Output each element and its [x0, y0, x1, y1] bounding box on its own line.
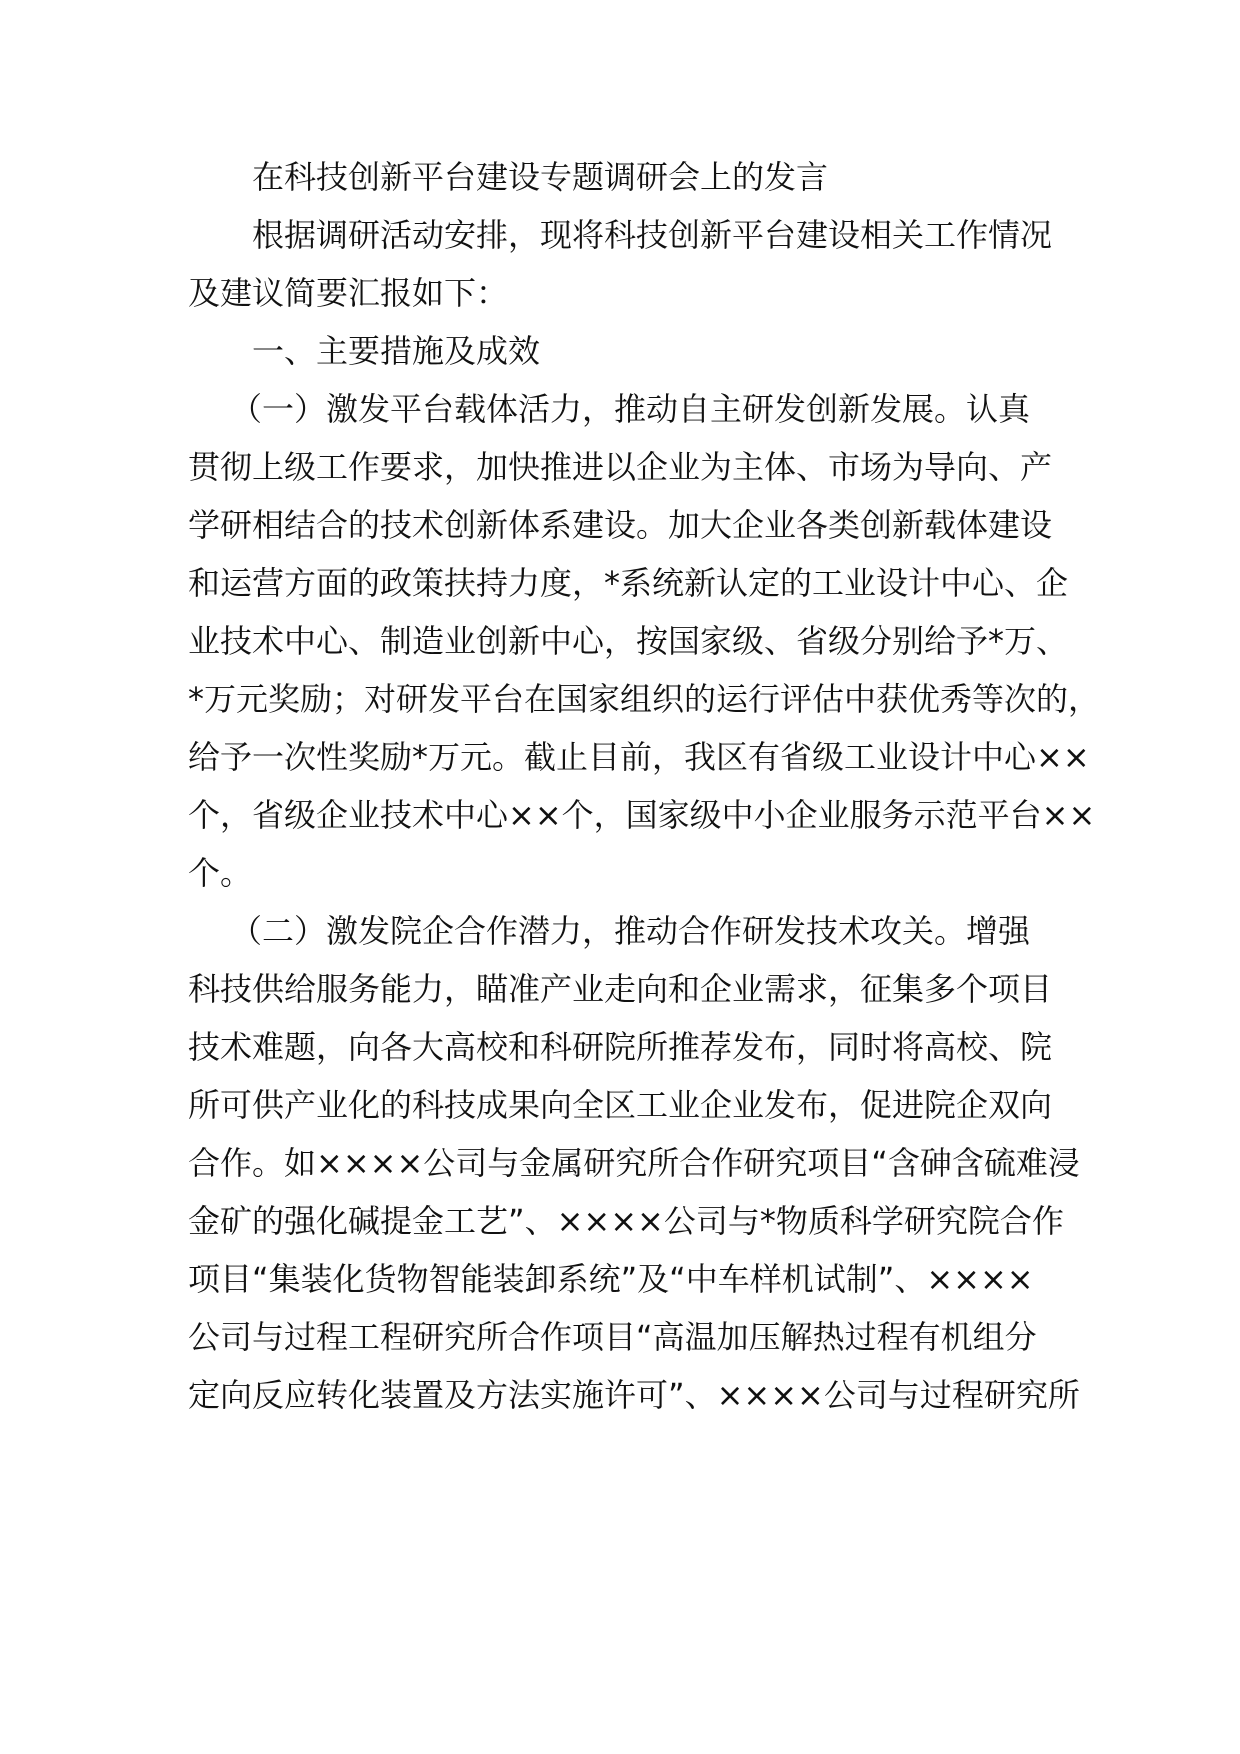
paragraph-line: *万元奖励；对研发平台在国家组织的运行评估中获优秀等次的，: [188, 680, 1101, 718]
paragraph-line: 贯彻上级工作要求，加快推进以企业为主体、市场为导向、产: [188, 448, 1053, 486]
paragraph-line: 项目“集装化货物智能装卸系统”及“中车样机试制”、××××: [188, 1260, 1034, 1298]
paragraph-line: 技术难题，向各大高校和科研院所推荐发布，同时将高校、院: [188, 1028, 1053, 1066]
paragraph-line: 合作。如××××公司与金属研究所合作研究项目“含砷含硫难浸: [188, 1144, 1080, 1182]
paragraph-line: 个。: [188, 854, 253, 892]
document-title: 在科技创新平台建设专题调研会上的发言: [252, 158, 829, 196]
paragraph-line: 给予一次性奖励*万元。截止目前，我区有省级工业设计中心××: [188, 738, 1090, 776]
paragraph-line: 根据调研活动安排，现将科技创新平台建设相关工作情况: [252, 216, 1053, 254]
paragraph-line: （一）激发平台载体活力，推动自主研发创新发展。认真: [230, 390, 1031, 428]
paragraph-line: 和运营方面的政策扶持力度，*系统新认定的工业设计中心、企: [188, 564, 1069, 602]
paragraph-line: 及建议简要汇报如下：: [188, 274, 509, 312]
paragraph-line: 业技术中心、制造业创新中心，按国家级、省级分别给予*万、: [188, 622, 1069, 660]
paragraph-line: （二）激发院企合作潜力，推动合作研发技术攻关。增强: [230, 912, 1031, 950]
paragraph-line: 学研相结合的技术创新体系建设。加大企业各类创新载体建设: [188, 506, 1053, 544]
paragraph-line: 定向反应转化装置及方法实施许可”、××××公司与过程研究所: [188, 1376, 1080, 1414]
paragraph-line: 个，省级企业技术中心××个，国家级中小企业服务示范平台××: [188, 796, 1096, 834]
section-heading: 一、主要措施及成效: [252, 332, 541, 370]
paragraph-line: 金矿的强化碱提金工艺”、××××公司与*物质科学研究院合作: [188, 1202, 1064, 1240]
paragraph-line: 所可供产业化的科技成果向全区工业企业发布，促进院企双向: [188, 1086, 1053, 1124]
paragraph-line: 科技供给服务能力，瞄准产业走向和企业需求，征集多个项目: [188, 970, 1053, 1008]
paragraph-line: 公司与过程工程研究所合作项目“高温加压解热过程有机组分: [188, 1318, 1037, 1356]
